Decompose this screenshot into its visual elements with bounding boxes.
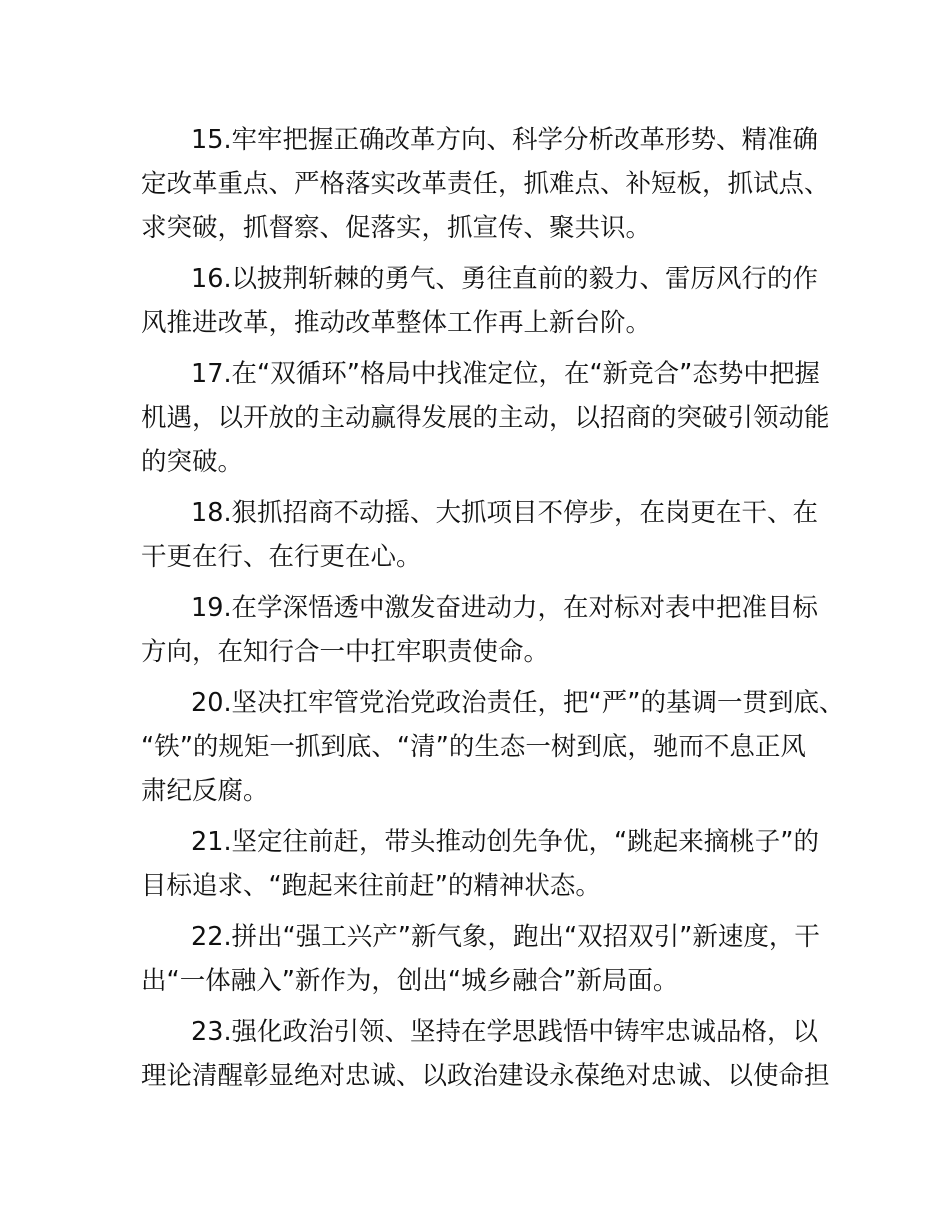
paragraph-18 [141,491,819,579]
text-line: 23.强化政治引领、坚持在学思践悟中铸牢忠诚品格，以 [191,1017,819,1047]
text-line: 目标追求、“跑起来往前赶”的精神状态。 [141,871,601,901]
paragraph-16 [141,257,819,345]
text-line: 理论清醒彰显绝对忠诚、以政治建设永葆绝对忠诚、以使命担 [141,1061,830,1091]
text-line: 方向，在知行合一中扛牢职责使命。 [141,637,550,667]
document-body [141,118,845,1105]
paragraph-15 [141,118,830,250]
paragraph-21 [141,820,819,908]
text-line: 肃纪反腐。 [141,776,269,806]
text-line: 21.坚定往前赶，带头推动创先争优，“跳起来摘桃子”的 [191,827,819,857]
text-line: 20.坚决扛牢管党治党政治责任，把“严”的基调一贯到底、 [191,688,845,718]
paragraph-19 [141,586,819,674]
text-line: “铁”的规矩一抓到底、“清”的生态一树到底，驰而不息正风 [141,732,806,762]
paragraph-17 [141,352,830,484]
paragraph-20 [141,681,845,813]
text-line: 的突破。 [141,447,244,477]
text-line: 定改革重点、严格落实改革责任，抓难点、补短板，抓试点、 [141,169,830,199]
text-line: 干更在行、在行更在心。 [141,542,422,572]
text-line: 机遇，以开放的主动赢得发展的主动，以招商的突破引领动能 [141,403,830,433]
text-line: 22.拼出“强工兴产”新气象，跑出“双招双引”新速度，干 [191,922,820,952]
text-line: 17.在“双循环”格局中找准定位，在“新竞合”态势中把握 [191,359,820,389]
text-line: 16.以披荆斩棘的勇气、勇往直前的毅力、雷厉风行的作 [191,264,819,294]
text-line: 15.牢牢把握正确改革方向、科学分析改革形势、精准确 [191,125,819,155]
text-line: 出“一体融入”新作为，创出“城乡融合”新局面。 [141,966,679,996]
text-line: 风推进改革，推动改革整体工作再上新台阶。 [141,308,652,338]
paragraph-22 [141,915,820,1003]
text-line: 19.在学深悟透中激发奋进动力，在对标对表中把准目标 [191,593,819,623]
text-line: 求突破，抓督察、促落实，抓宣传、聚共识。 [141,213,652,243]
paragraph-23 [141,1010,830,1098]
text-line: 18.狠抓招商不动摇、大抓项目不停步，在岗更在干、在 [191,498,819,528]
